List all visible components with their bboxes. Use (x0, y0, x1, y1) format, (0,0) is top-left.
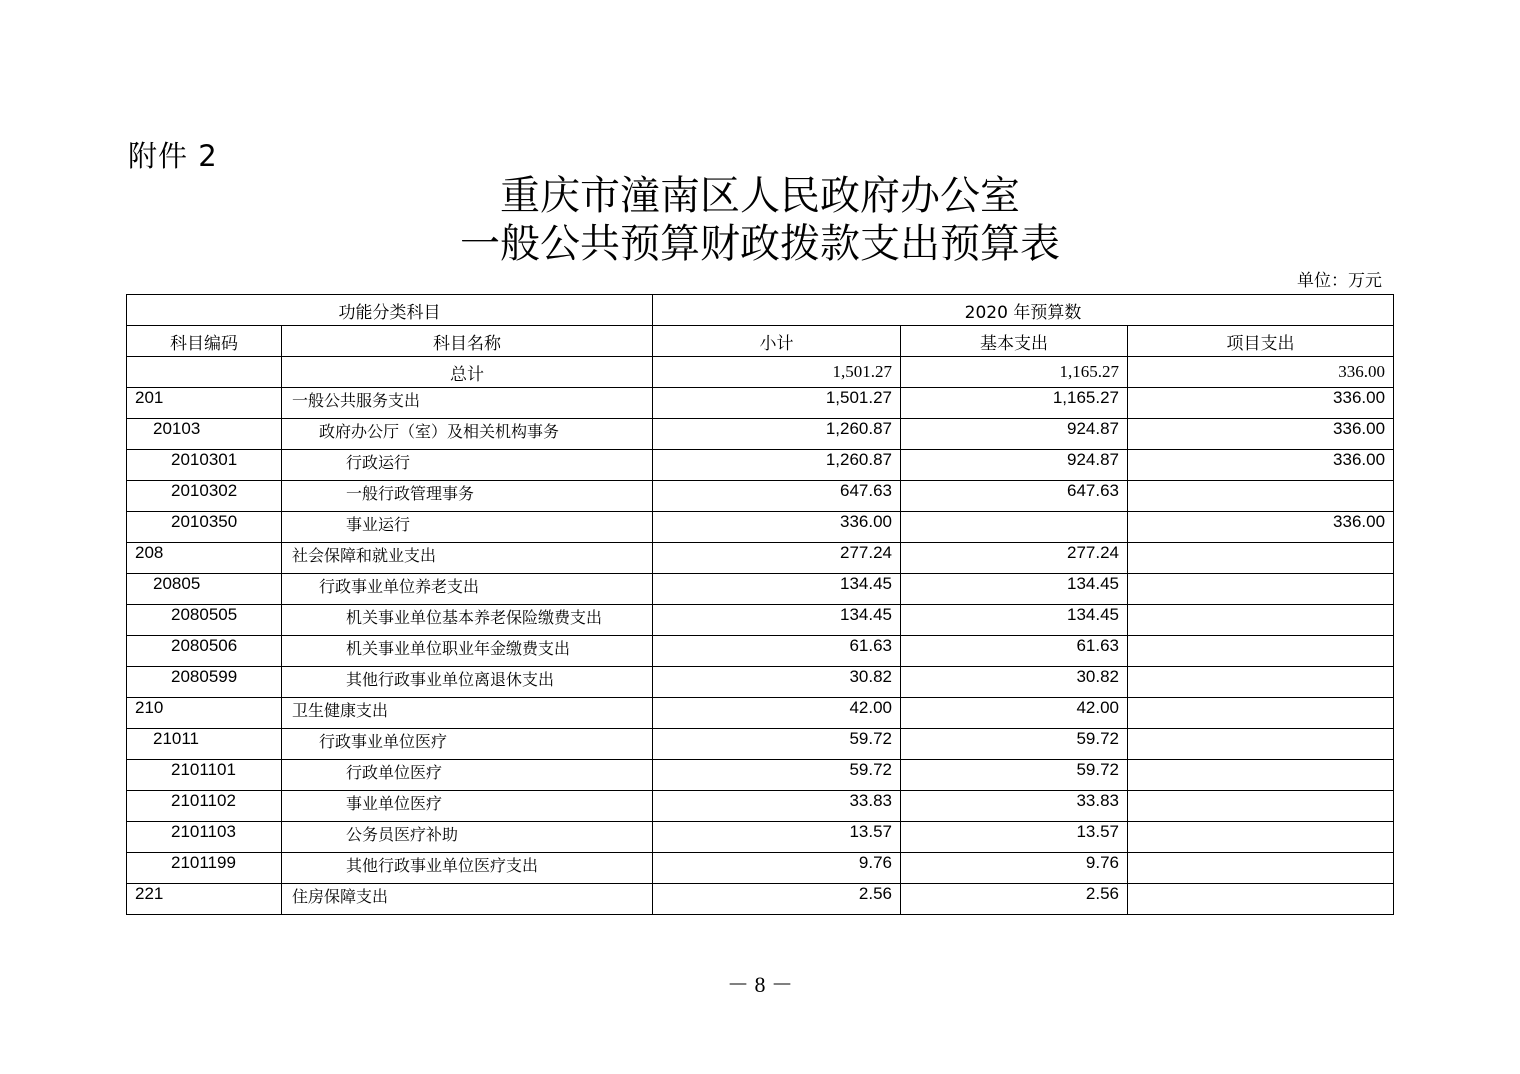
header-col-project: 项目支出 (1128, 326, 1394, 357)
row-code: 2101199 (127, 853, 282, 884)
row-basic: 277.24 (901, 543, 1128, 574)
row-subtotal: 336.00 (653, 512, 901, 543)
row-code: 2080506 (127, 636, 282, 667)
header-group-right: 2020 年预算数 (653, 295, 1394, 326)
row-project (1128, 791, 1394, 822)
row-code: 210 (127, 698, 282, 729)
row-name: 行政单位医疗 (282, 760, 653, 791)
header-col-subtotal: 小计 (653, 326, 901, 357)
row-subtotal: 1,501.27 (653, 388, 901, 419)
row-project (1128, 574, 1394, 605)
table-row (127, 450, 1394, 481)
table-row (127, 729, 1394, 760)
total-label: 总计 (282, 357, 653, 388)
row-code: 208 (127, 543, 282, 574)
row-project (1128, 481, 1394, 512)
row-name: 公务员医疗补助 (282, 822, 653, 853)
row-name: 机关事业单位基本养老保险缴费支出 (282, 605, 653, 636)
table-row (127, 388, 1394, 419)
unit-label: 单位：万元 (1297, 271, 1382, 291)
row-basic: 134.45 (901, 605, 1128, 636)
total-project: 336.00 (1128, 357, 1394, 388)
header-col-basic: 基本支出 (901, 326, 1128, 357)
table-row (127, 574, 1394, 605)
row-name: 机关事业单位职业年金缴费支出 (282, 636, 653, 667)
row-project (1128, 667, 1394, 698)
row-name: 行政事业单位养老支出 (282, 574, 653, 605)
row-basic: 924.87 (901, 450, 1128, 481)
table-row (127, 698, 1394, 729)
row-basic: 134.45 (901, 574, 1128, 605)
row-project (1128, 605, 1394, 636)
row-basic (901, 512, 1128, 543)
row-code: 2101102 (127, 791, 282, 822)
header-columns-row (127, 326, 1394, 357)
row-basic: 59.72 (901, 729, 1128, 760)
row-code: 2080599 (127, 667, 282, 698)
row-subtotal: 42.00 (653, 698, 901, 729)
row-subtotal: 134.45 (653, 605, 901, 636)
row-code: 2101101 (127, 760, 282, 791)
row-project (1128, 884, 1394, 915)
row-subtotal: 33.83 (653, 791, 901, 822)
row-project (1128, 543, 1394, 574)
row-project: 336.00 (1128, 450, 1394, 481)
header-col-code: 科目编码 (127, 326, 282, 357)
row-basic: 13.57 (901, 822, 1128, 853)
row-subtotal: 134.45 (653, 574, 901, 605)
document-title-line2: 一般公共预算财政拨款支出预算表 (460, 221, 1060, 267)
row-basic: 59.72 (901, 760, 1128, 791)
row-code: 20805 (127, 574, 282, 605)
row-basic: 924.87 (901, 419, 1128, 450)
row-project: 336.00 (1128, 388, 1394, 419)
row-subtotal: 277.24 (653, 543, 901, 574)
row-basic: 42.00 (901, 698, 1128, 729)
row-name: 行政运行 (282, 450, 653, 481)
row-code: 221 (127, 884, 282, 915)
row-basic: 647.63 (901, 481, 1128, 512)
row-basic: 1,165.27 (901, 388, 1128, 419)
table-row (127, 636, 1394, 667)
row-name: 社会保障和就业支出 (282, 543, 653, 574)
attachment-label: 附件 2 (128, 139, 218, 173)
row-subtotal: 30.82 (653, 667, 901, 698)
row-code: 21011 (127, 729, 282, 760)
row-basic: 33.83 (901, 791, 1128, 822)
row-basic: 9.76 (901, 853, 1128, 884)
total-code-cell (127, 357, 282, 388)
row-project (1128, 698, 1394, 729)
row-subtotal: 9.76 (653, 853, 901, 884)
header-col-name: 科目名称 (282, 326, 653, 357)
document-title-line1: 重庆市潼南区人民政府办公室 (500, 173, 1020, 219)
row-code: 2101103 (127, 822, 282, 853)
total-row (127, 357, 1394, 388)
row-project (1128, 822, 1394, 853)
row-subtotal: 59.72 (653, 729, 901, 760)
page-number: － 8 － (726, 972, 793, 997)
table-row (127, 419, 1394, 450)
table-row (127, 512, 1394, 543)
row-basic: 61.63 (901, 636, 1128, 667)
table-row (127, 853, 1394, 884)
row-project (1128, 760, 1394, 791)
table-row (127, 605, 1394, 636)
table-row (127, 543, 1394, 574)
total-subtotal: 1,501.27 (653, 357, 901, 388)
row-name: 其他行政事业单位医疗支出 (282, 853, 653, 884)
table-row (127, 822, 1394, 853)
row-subtotal: 1,260.87 (653, 419, 901, 450)
table-row (127, 667, 1394, 698)
row-code: 2010350 (127, 512, 282, 543)
row-name: 一般公共服务支出 (282, 388, 653, 419)
row-subtotal: 647.63 (653, 481, 901, 512)
row-subtotal: 13.57 (653, 822, 901, 853)
row-project (1128, 636, 1394, 667)
row-basic: 30.82 (901, 667, 1128, 698)
row-subtotal: 61.63 (653, 636, 901, 667)
row-code: 2080505 (127, 605, 282, 636)
table-row (127, 481, 1394, 512)
row-code: 201 (127, 388, 282, 419)
row-project: 336.00 (1128, 419, 1394, 450)
row-project (1128, 853, 1394, 884)
total-basic: 1,165.27 (901, 357, 1128, 388)
row-code: 20103 (127, 419, 282, 450)
header-group-left: 功能分类科目 (127, 295, 653, 326)
row-name: 事业单位医疗 (282, 791, 653, 822)
row-name: 一般行政管理事务 (282, 481, 653, 512)
table-row (127, 884, 1394, 915)
row-project (1128, 729, 1394, 760)
row-subtotal: 2.56 (653, 884, 901, 915)
row-project: 336.00 (1128, 512, 1394, 543)
table-row (127, 791, 1394, 822)
row-code: 2010302 (127, 481, 282, 512)
budget-table (126, 294, 1394, 915)
row-name: 卫生健康支出 (282, 698, 653, 729)
row-basic: 2.56 (901, 884, 1128, 915)
header-group-row (127, 295, 1394, 326)
row-subtotal: 1,260.87 (653, 450, 901, 481)
row-subtotal: 59.72 (653, 760, 901, 791)
row-name: 住房保障支出 (282, 884, 653, 915)
row-name: 行政事业单位医疗 (282, 729, 653, 760)
row-name: 事业运行 (282, 512, 653, 543)
row-name: 其他行政事业单位离退休支出 (282, 667, 653, 698)
table-row (127, 760, 1394, 791)
row-name: 政府办公厅（室）及相关机构事务 (282, 419, 653, 450)
row-code: 2010301 (127, 450, 282, 481)
